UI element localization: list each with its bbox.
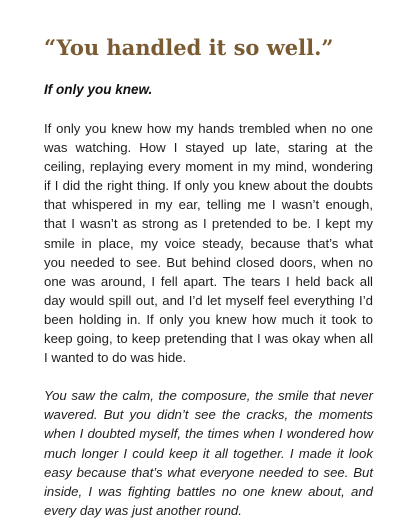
- document-subtitle: If only you knew.: [44, 82, 153, 97]
- body-paragraph-2: You saw the calm, the composure, the smile that never wavered. But you didn’t see the cracks, the moments when I doubted myself, the times when I wondered how much longer I could keep it all together. I made it look easy because that’s what everyone needed to see. But inside, I was fighting battles no one knew about, and every day was just another round.: [44, 388, 373, 518]
- document-title: “You handled it so well.”: [44, 35, 334, 60]
- body-paragraph-1: If only you knew how my hands trembled when no one was watching. How I stayed up late, staring at the ceiling, replaying every moment in my mind, wondering if I did the right thing. If only you knew about the doubts that whispered in my ear, telling me I wasn’t enough, that I wasn’t as strong as I pretended to be. I kept my smile in place, my voice steady, because that’s what you needed to see. But behind closed doors, when no one was around, I fell apart. The tears I held back all day would spill out, and I’d let myself feel everything I’d been holding in. If only you knew how much it took to keep going, to keep pretending that I was okay when all I wanted to do was hide.: [44, 121, 373, 366]
